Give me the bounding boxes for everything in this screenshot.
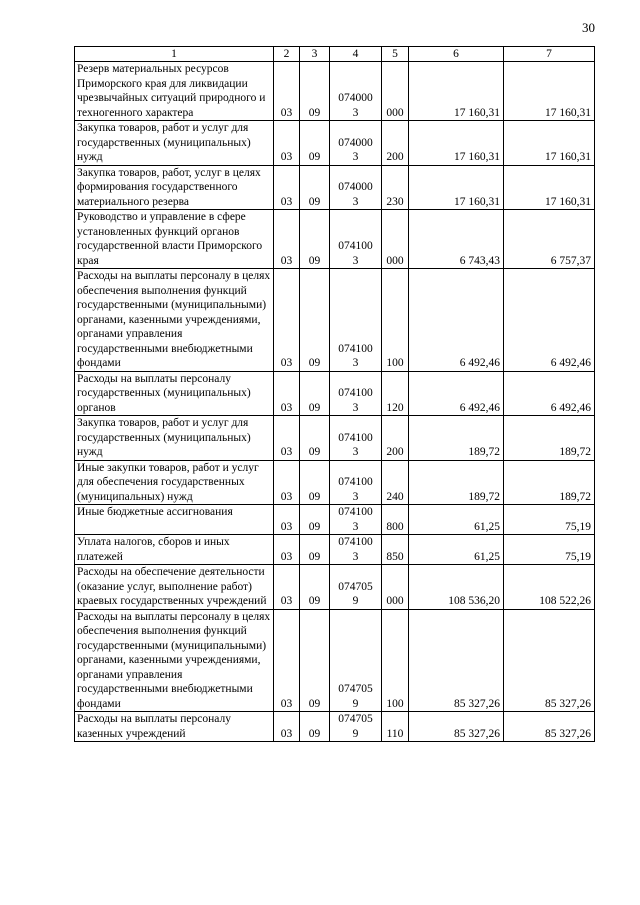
row-expense-type-cell: 000: [382, 210, 409, 269]
row-section-cell: 03: [274, 460, 300, 505]
table-row: [75, 62, 595, 121]
row-section-cell: 03: [274, 535, 300, 565]
row-section-cell: 03: [274, 269, 300, 372]
target-code-part: 074100: [338, 536, 373, 548]
row-subsection-cell: 09: [300, 210, 330, 269]
row-section-cell: 03: [274, 121, 300, 166]
row-amount-2-cell: 85 327,26: [504, 609, 595, 712]
row-section-cell: 03: [274, 371, 300, 416]
target-code-part: 074000: [338, 136, 373, 149]
row-amount-2-cell: 6 492,46: [504, 371, 595, 416]
target-code-suffix: 9: [352, 727, 359, 740]
row-target-code-cell: [330, 535, 382, 565]
target-code-part: 074705: [338, 580, 373, 593]
row-amount-1-cell: 6 492,46: [409, 371, 504, 416]
row-name-cell: Закупка товаров, работ и услуг для государственных (муниципальных) нужд: [75, 121, 274, 166]
row-amount-2-cell: 6 492,46: [504, 269, 595, 372]
target-code-suffix: 3: [352, 106, 359, 119]
row-subsection-cell: 09: [300, 565, 330, 610]
target-code-suffix: 3: [352, 446, 359, 458]
row-amount-1-cell: 61,25: [409, 505, 504, 535]
row-expense-type-cell: 200: [382, 416, 409, 461]
page-number: 30: [582, 20, 595, 35]
row-subsection-cell: 09: [300, 416, 330, 461]
row-amount-2-cell: 75,19: [504, 535, 595, 565]
row-expense-type-cell: 800: [382, 505, 409, 535]
row-subsection-cell: 09: [300, 165, 330, 210]
row-subsection-cell: 09: [300, 371, 330, 416]
row-amount-2-cell: 189,72: [504, 460, 595, 505]
row-subsection-cell: 09: [300, 712, 330, 742]
header-cell: 7: [504, 47, 595, 62]
target-code-suffix: 3: [352, 357, 359, 369]
target-code-part: 074705: [338, 713, 373, 725]
table-header-row: [75, 47, 595, 62]
row-amount-2-cell: 108 522,26: [504, 565, 595, 610]
row-name-cell: Закупка товаров, работ и услуг для государственных (муниципальных) нужд: [75, 416, 274, 461]
header-cell: 1: [75, 47, 274, 62]
row-section-cell: 03: [274, 712, 300, 742]
target-code-suffix: 9: [352, 595, 359, 607]
row-name-cell: Расходы на обеспечение деятельности (оказание услуг, выполнение работ) краевых государственных учреждений: [75, 565, 274, 610]
target-code-part: 074100: [338, 476, 373, 488]
row-amount-2-cell: 189,72: [504, 416, 595, 461]
row-amount-1-cell: 17 160,31: [409, 62, 504, 121]
row-amount-2-cell: 75,19: [504, 505, 595, 535]
target-code-suffix: 3: [352, 490, 359, 503]
header-cell: 3: [300, 47, 330, 62]
row-expense-type-cell: 110: [382, 712, 409, 742]
row-amount-1-cell: 189,72: [409, 460, 504, 505]
target-code-suffix: 3: [352, 520, 359, 533]
row-expense-type-cell: 100: [382, 269, 409, 372]
target-code-part: 074100: [338, 240, 373, 252]
target-code-part: 074000: [338, 92, 373, 104]
row-expense-type-cell: 230: [382, 165, 409, 210]
target-code-suffix: 3: [352, 195, 359, 208]
budget-table: [74, 46, 595, 742]
row-section-cell: 03: [274, 609, 300, 712]
row-target-code-cell: [330, 371, 382, 416]
row-amount-2-cell: 17 160,31: [504, 62, 595, 121]
target-code-part: 074100: [338, 431, 373, 444]
row-name-cell: Расходы на выплаты персоналу в целях обеспечения выполнения функций государственными (муниципальными) органами, казенными учреждениями, органами управления государственными внебюджетными фондами: [75, 609, 274, 712]
header-cell: 6: [409, 47, 504, 62]
row-section-cell: 03: [274, 62, 300, 121]
table-row: [75, 505, 595, 535]
row-target-code-cell: [330, 269, 382, 372]
row-section-cell: 03: [274, 565, 300, 610]
row-subsection-cell: 09: [300, 505, 330, 535]
target-code-suffix: 3: [352, 550, 359, 563]
row-amount-1-cell: 61,25: [409, 535, 504, 565]
row-expense-type-cell: 120: [382, 371, 409, 416]
target-code-part: 074100: [338, 342, 373, 355]
row-section-cell: 03: [274, 505, 300, 535]
row-subsection-cell: 09: [300, 535, 330, 565]
row-amount-1-cell: 108 536,20: [409, 565, 504, 610]
target-code-suffix: 9: [352, 697, 359, 710]
row-name-cell: Расходы на выплаты персоналу государственных (муниципальных) органов: [75, 371, 274, 416]
row-amount-1-cell: 189,72: [409, 416, 504, 461]
row-amount-1-cell: 6 743,43: [409, 210, 504, 269]
target-code-part: 074000: [338, 181, 373, 193]
row-target-code-cell: [330, 210, 382, 269]
table-row: [75, 712, 595, 742]
row-expense-type-cell: 000: [382, 565, 409, 610]
target-code-part: 074705: [338, 683, 373, 695]
target-code-part: 074100: [338, 387, 373, 399]
row-subsection-cell: 09: [300, 460, 330, 505]
row-name-cell: Иные бюджетные ассигнования: [75, 505, 274, 535]
row-name-cell: Руководство и управление в сфере установленных функций органов государственной власти Приморского края: [75, 210, 274, 269]
row-section-cell: 03: [274, 416, 300, 461]
row-amount-1-cell: 85 327,26: [409, 609, 504, 712]
table-row: [75, 416, 595, 461]
row-target-code-cell: [330, 460, 382, 505]
row-target-code-cell: [330, 62, 382, 121]
row-expense-type-cell: 850: [382, 535, 409, 565]
row-target-code-cell: [330, 565, 382, 610]
row-name-cell: Уплата налогов, сборов и иных платежей: [75, 535, 274, 565]
table-row: [75, 269, 595, 372]
row-section-cell: 03: [274, 210, 300, 269]
row-amount-1-cell: 17 160,31: [409, 121, 504, 166]
row-amount-1-cell: 6 492,46: [409, 269, 504, 372]
table-row: [75, 165, 595, 210]
header-cell: 2: [274, 47, 300, 62]
row-amount-1-cell: 85 327,26: [409, 712, 504, 742]
table-row: [75, 460, 595, 505]
row-subsection-cell: 09: [300, 269, 330, 372]
table-row: [75, 121, 595, 166]
row-subsection-cell: 09: [300, 62, 330, 121]
target-code-suffix: 3: [352, 401, 359, 414]
table-row: [75, 535, 595, 565]
row-amount-1-cell: 17 160,31: [409, 165, 504, 210]
row-expense-type-cell: 200: [382, 121, 409, 166]
row-expense-type-cell: 240: [382, 460, 409, 505]
row-target-code-cell: [330, 416, 382, 461]
row-target-code-cell: [330, 609, 382, 712]
row-expense-type-cell: 000: [382, 62, 409, 121]
row-amount-2-cell: 17 160,31: [504, 165, 595, 210]
row-amount-2-cell: 17 160,31: [504, 121, 595, 166]
target-code-part: 074100: [338, 506, 373, 518]
row-subsection-cell: 09: [300, 609, 330, 712]
header-cell: 4: [330, 47, 382, 62]
target-code-suffix: 3: [352, 151, 359, 163]
row-expense-type-cell: 100: [382, 609, 409, 712]
header-cell: 5: [382, 47, 409, 62]
row-amount-2-cell: 85 327,26: [504, 712, 595, 742]
table-row: [75, 609, 595, 712]
row-name-cell: Резерв материальных ресурсов Приморского края для ликвидации чрезвычайных ситуаций природного и техногенного характера: [75, 62, 274, 121]
row-target-code-cell: [330, 712, 382, 742]
table-row: [75, 371, 595, 416]
row-name-cell: Иные закупки товаров, работ и услуг для обеспечения государственных (муниципальных) нужд: [75, 460, 274, 505]
row-target-code-cell: [330, 121, 382, 166]
row-target-code-cell: [330, 165, 382, 210]
row-name-cell: Расходы на выплаты персоналу в целях обеспечения выполнения функций государственными (муниципальными) органами, казенными учреждениями, органами управления государственными внебюджетными фондами: [75, 269, 274, 372]
row-target-code-cell: [330, 505, 382, 535]
target-code-suffix: 3: [352, 254, 359, 267]
row-name-cell: Закупка товаров, работ, услуг в целях формирования государственного материального резерва: [75, 165, 274, 210]
table-row: [75, 210, 595, 269]
row-amount-2-cell: 6 757,37: [504, 210, 595, 269]
row-section-cell: 03: [274, 165, 300, 210]
table-row: [75, 565, 595, 610]
row-name-cell: Расходы на выплаты персоналу казенных учреждений: [75, 712, 274, 742]
row-subsection-cell: 09: [300, 121, 330, 166]
